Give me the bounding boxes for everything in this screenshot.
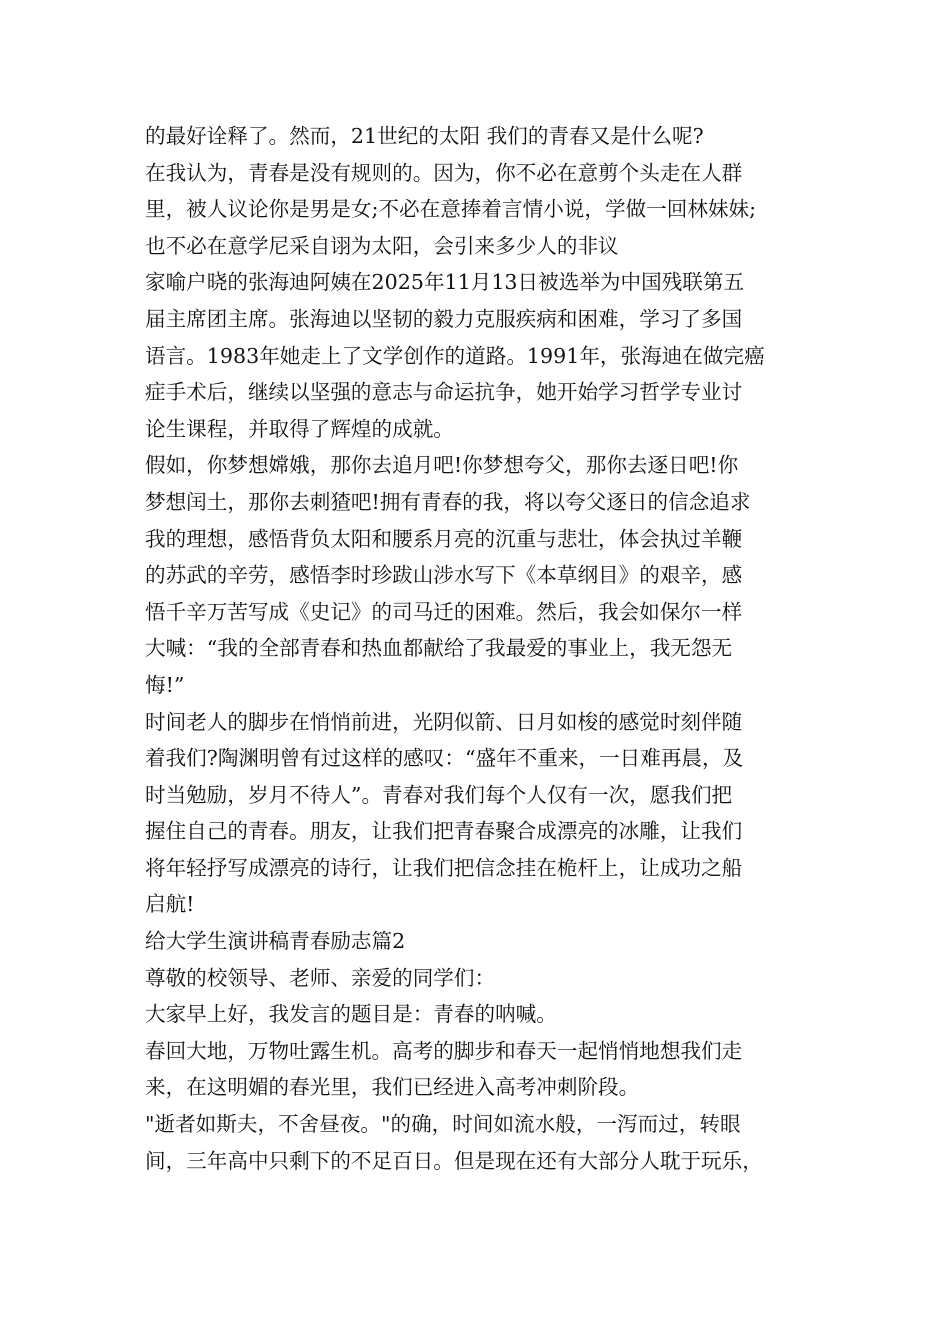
- text-line: 里，被人议论你是男是女;不必在意捧着言情小说，学做一回林妹妹;: [145, 197, 757, 222]
- text-line: 握住自己的青春。朋友，让我们把青春聚合成漂亮的冰雕，让我们: [145, 819, 743, 844]
- text-line: 的苏武的辛劳，感悟李时珍跋山涉水写下《本草纲目》的艰辛，感: [145, 563, 743, 588]
- text-line: 我的理想，感悟背负太阳和腰系月亮的沉重与悲壮，体会执过羊鞭: [145, 526, 743, 551]
- text-line: 症手术后，继续以坚强的意志与命运抗争，她开始学习哲学专业讨: [145, 380, 743, 405]
- text-line: 时间老人的脚步在悄悄前进，光阴似箭、日月如梭的感觉时刻伴随: [145, 709, 743, 734]
- text-line: 的最好诠释了。然而，21世纪的太阳 我们的青春又是什么呢?: [145, 124, 704, 148]
- text-line: 大喊：“我的全部青春和热血都献给了我最爱的事业上，我无怨无: [145, 636, 733, 661]
- text-line: 也不必在意学尼采自诩为太阳，会引来多少人的非议: [145, 233, 619, 258]
- text-line: 时当勉励，岁月不待人”。青春对我们每个人仅有一次，愿我们把: [145, 782, 733, 807]
- salutation: 尊敬的校领导、老师、亲爱的同学们：: [145, 965, 496, 990]
- text-line: 梦想闰土，那你去刺猹吧!拥有青春的我，将以夸父逐日的信念追求: [145, 489, 751, 514]
- text-line: 来，在这明媚的春光里，我们已经进入高考冲刺阶段。: [145, 1075, 640, 1100]
- text-line: 悟千辛万苦写成《史记》的司马迁的困难。然后，我会如保尔一样: [145, 599, 743, 624]
- text-line: 春回大地，万物吐露生机。高考的脚步和春天一起悄悄地想我们走: [145, 1038, 743, 1063]
- text-line: 启航!: [145, 892, 195, 917]
- text-line: 悔!”: [145, 672, 185, 697]
- section-heading: 给大学生演讲稿青春励志篇2: [145, 929, 406, 954]
- text-line: 将年轻抒写成漂亮的诗行，让我们把信念挂在桅杆上，让成功之船: [145, 855, 743, 880]
- text-line: 假如，你梦想嫦娥，那你去追月吧!你梦想夸父，那你去逐日吧!你: [145, 453, 739, 478]
- text-line: 间，三年高中只剩下的不足百日。但是现在还有大部分人耽于玩乐，: [145, 1148, 763, 1173]
- text-line: 届主席团主席。张海迪以坚韧的毅力克服疾病和困难，学习了多国: [145, 306, 743, 331]
- text-line: 语言。1983年她走上了文学创作的道路。1991年，张海迪在做完癌: [145, 343, 765, 368]
- document-body: [145, 118, 825, 1179]
- text-line: 在我认为，青春是没有规则的。因为，你不必在意剪个头走在人群: [145, 160, 743, 185]
- text-line: 大家早上好，我发言的题目是：青春的呐喊。: [145, 1002, 557, 1027]
- text-line: 论生课程，并取得了辉煌的成就。: [145, 416, 454, 441]
- text-line: 着我们?陶渊明曾有过这样的感叹：“盛年不重来，一日难再晨，及: [145, 746, 744, 771]
- text-line: "逝者如斯夫，不舍昼夜。"的确，时间如流水般，一泻而过，转眼: [145, 1112, 741, 1137]
- text-line: 家喻户晓的张海迪阿姨在2025年11月13日被选举为中国残联第五: [145, 270, 745, 295]
